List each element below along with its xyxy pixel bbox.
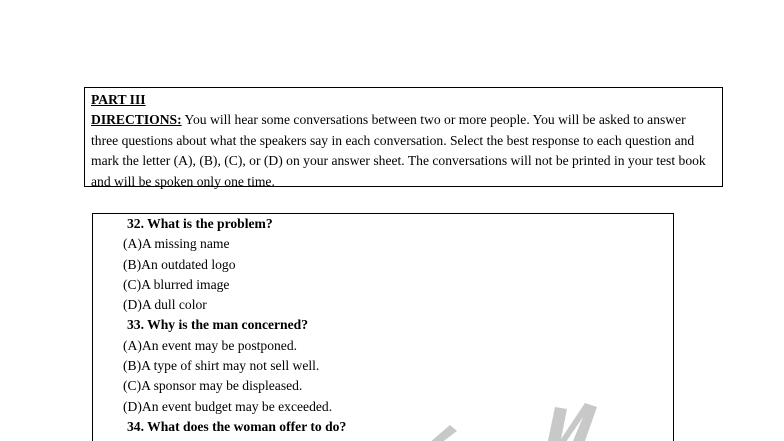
questions-box — [92, 213, 674, 441]
question-32-option-a: (A)A missing name — [123, 236, 230, 252]
question-32-option-d: (D)A dull color — [123, 297, 207, 313]
question-33-option-a: (A)An event may be postponed. — [123, 337, 298, 353]
part-title: PART III — [91, 92, 146, 107]
question-32-title: 32. What is the problem? — [127, 216, 273, 231]
question-33-option-c: (C)A sponsor may be displeased. — [123, 378, 303, 394]
question-32-option-b: (B)An outdated logo — [123, 256, 236, 272]
question-33-option-b: (B)A type of shirt may not sell well. — [123, 358, 320, 374]
question-34-title: 34. What does the woman offer to do? — [127, 418, 347, 434]
directions-text: You will hear some conversations between two or more people. You will be asked to answer three questions about what the speakers say in each conversation. Select the best response to each question and mark the letter (A), (B), (C), or (D) on your answer sheet. The conversations will not be printed in your test book and will be spoken only one time. — [91, 112, 706, 189]
question-33-option-d: (D)An event budget may be exceeded. — [123, 398, 333, 414]
directions-paragraph — [91, 110, 716, 192]
question-33-title: 33. Why is the man concerned? — [127, 317, 308, 333]
directions-box — [84, 87, 723, 187]
question-32-option-c: (C)A blurred image — [123, 276, 230, 292]
directions-label: DIRECTIONS: — [91, 112, 182, 128]
